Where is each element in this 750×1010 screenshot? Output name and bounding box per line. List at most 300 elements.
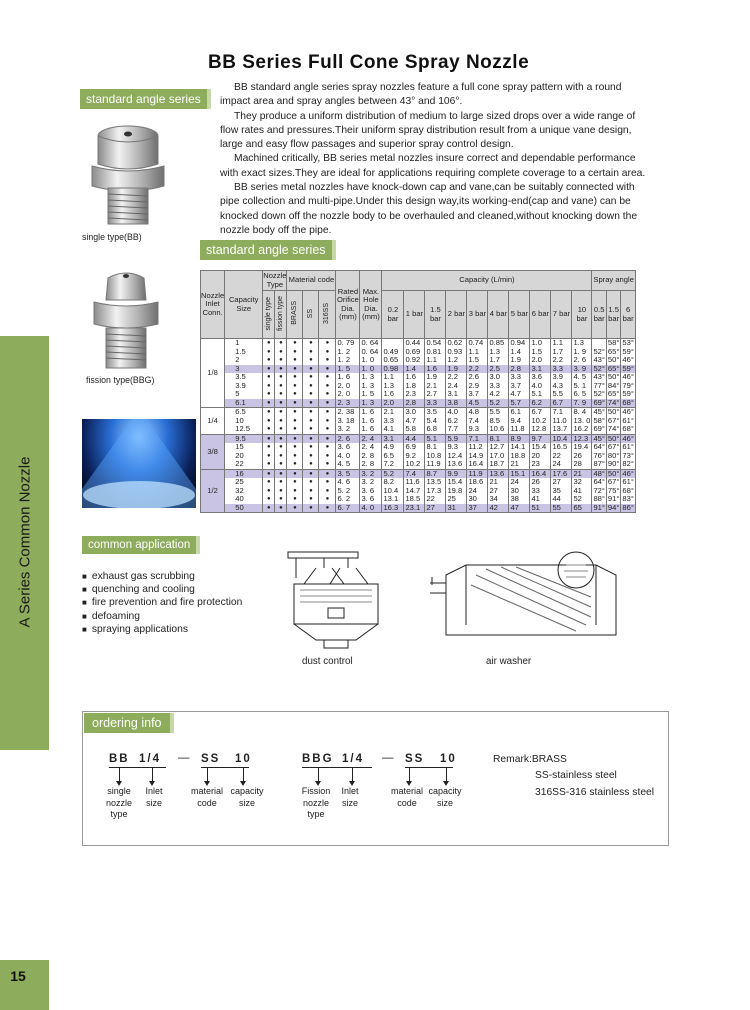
availability-dot: ● [275, 347, 287, 356]
inlet-conn-cell: 3/8 [201, 434, 225, 469]
availability-dot: ● [275, 469, 287, 478]
remark-ss: SS-stainless steel [535, 770, 617, 781]
capacity-cell: 31 [446, 504, 467, 513]
capacity-cell: 0.74 [467, 339, 488, 348]
code1-material: SS [201, 753, 221, 765]
capacity-cell: 20 [530, 452, 551, 461]
spray-angle-cell: 46° [622, 407, 634, 417]
max-hole-cell: 1. 3 [360, 399, 382, 408]
spray-angle-cell: 61° [622, 477, 634, 487]
capacity-cell: 10.8 [425, 452, 446, 461]
capacity-size-cell: 15 [225, 443, 263, 452]
arrow-icon [352, 768, 353, 782]
application-tag: common application [82, 536, 200, 554]
code2-inlet: 1/4 [342, 753, 364, 765]
code2-underline [302, 767, 372, 768]
header-fission-label: fission type [276, 295, 284, 331]
spray-angle-cell: 79° [622, 380, 634, 390]
spray-angle-cell: 73° [622, 450, 634, 460]
availability-dot: ● [303, 373, 319, 382]
capacity-cell: 5. 1 [572, 382, 592, 391]
fission-type-caption: fission type(BBG) [86, 375, 155, 385]
availability-dot: ● [303, 434, 319, 443]
availability-dot: ● [303, 443, 319, 452]
capacity-cell: 6.9 [404, 443, 425, 452]
capacity-cell: 3.0 [404, 408, 425, 417]
application-item: ■ spraying applications [82, 623, 242, 636]
capacity-size-cell: 40 [225, 495, 263, 504]
capacity-cell: 30 [467, 495, 488, 504]
max-hole-cell: 4. 0 [360, 504, 382, 513]
availability-dot: ● [319, 339, 336, 348]
header-ss-label: SS [306, 308, 314, 318]
header-angle-pressure: 1.5 bar [606, 291, 620, 339]
capacity-cell: 5.1 [530, 390, 551, 399]
capacity-cell: 1.7 [551, 347, 572, 356]
capacity-cell: 13.1 [382, 495, 404, 504]
capacity-size-cell: 22 [225, 460, 263, 469]
capacity-cell: 0.98 [382, 365, 404, 374]
capacity-size-cell: 1 [225, 339, 263, 348]
capacity-cell: 27 [551, 478, 572, 487]
availability-dot: ● [287, 478, 303, 487]
max-hole-cell: 2. 4 [360, 443, 382, 452]
capacity-cell: 0.54 [425, 339, 446, 348]
capacity-cell: 5.8 [404, 425, 425, 434]
availability-dot: ● [303, 399, 319, 408]
section-tag: standard angle series [80, 89, 211, 109]
capacity-cell: 16.4 [530, 469, 551, 478]
capacity-cell: 0.94 [509, 339, 530, 348]
header-pressure: 6 bar [530, 291, 551, 339]
capacity-size-cell: 16 [225, 469, 263, 478]
capacity-cell: 6.7 [551, 399, 572, 408]
spray-angle-cell: 67° [607, 442, 620, 452]
availability-dot: ● [263, 434, 275, 443]
capacity-cell: 26 [572, 452, 592, 461]
page-title: BB Series Full Cone Spray Nozzle [208, 52, 530, 73]
capacity-cell: 9.2 [404, 452, 425, 461]
capacity-cell: 3.3 [509, 373, 530, 382]
availability-dot: ● [287, 408, 303, 417]
availability-dot: ● [287, 365, 303, 374]
capacity-cell: 24 [551, 460, 572, 469]
spray-angle-cell: 74° [607, 397, 620, 407]
capacity-cell: 15.1 [509, 469, 530, 478]
capacity-cell: 5.9 [446, 434, 467, 443]
availability-dot: ● [319, 347, 336, 356]
capacity-cell: 3.1 [446, 390, 467, 399]
max-hole-cell: 3. 2 [360, 478, 382, 487]
capacity-cell: 1.3 [572, 339, 592, 348]
max-hole-cell: 2. 8 [360, 460, 382, 469]
spray-angle-cell: 65° [607, 389, 620, 399]
availability-dot: ● [303, 425, 319, 434]
label-capacity: capacity size [428, 786, 462, 808]
header-material: Material code [287, 271, 336, 291]
capacity-cell: 3.7 [509, 382, 530, 391]
capacity-cell: 2.1 [382, 408, 404, 417]
availability-dot: ● [275, 452, 287, 461]
capacity-cell: 27 [425, 504, 446, 513]
capacity-cell: 8.7 [425, 469, 446, 478]
inlet-conn-cell: 1/2 [201, 469, 225, 513]
capacity-cell: 33 [530, 487, 551, 496]
table-row [201, 425, 636, 434]
availability-dot: ● [263, 460, 275, 469]
spray-angle-cell: 46° [622, 468, 634, 478]
capacity-cell: 11.9 [425, 460, 446, 469]
capacity-cell: 8.1 [425, 443, 446, 452]
availability-dot: ● [263, 408, 275, 417]
availability-dot: ● [319, 365, 336, 374]
capacity-cell: 0.85 [488, 339, 509, 348]
header-316ss [319, 291, 336, 339]
capacity-cell: 44 [551, 495, 572, 504]
availability-dot: ● [275, 460, 287, 469]
capacity-cell: 8.2 [382, 478, 404, 487]
capacity-cell: 3.5 [425, 408, 446, 417]
capacity-cell: 55 [551, 504, 572, 513]
capacity-cell: 25 [446, 495, 467, 504]
spray-angle-cell: 83° [622, 494, 634, 504]
capacity-cell: 0.49 [382, 347, 404, 356]
capacity-cell: 8.9 [509, 434, 530, 443]
capacity-size-cell: 25 [225, 478, 263, 487]
label-inlet: Inlet size [341, 786, 359, 808]
spray-angle-cell: 43° [593, 355, 605, 365]
capacity-cell: 0.93 [446, 347, 467, 356]
capacity-cell: 11.0 [551, 417, 572, 426]
spray-angle-cell: 64° [593, 442, 605, 452]
availability-dot: ● [287, 347, 303, 356]
application-item: ■ fire prevention and fire protection [82, 596, 242, 609]
rated-orifice-cell: 1. 2 [336, 347, 360, 356]
ordering-tag: ordering info [84, 713, 174, 733]
capacity-cell: 3.3 [488, 382, 509, 391]
rated-orifice-cell: 2. 3 [336, 399, 360, 408]
max-hole-cell: 1. 0 [360, 365, 382, 374]
capacity-size-cell: 12.5 [225, 425, 263, 434]
availability-dot: ● [287, 356, 303, 365]
label-capacity: capacity size [230, 786, 264, 808]
rated-orifice-cell: 2. 0 [336, 390, 360, 399]
capacity-cell: 5.5 [551, 390, 572, 399]
capacity-size-cell: 3 [225, 365, 263, 374]
availability-dot: ● [303, 365, 319, 374]
max-hole-cell: 3. 6 [360, 487, 382, 496]
capacity-cell: 1.0 [530, 339, 551, 348]
capacity-cell: 5.1 [425, 434, 446, 443]
table-row [201, 390, 636, 399]
capacity-cell: 0.44 [404, 339, 425, 348]
capacity-cell: 2. 6 [572, 356, 592, 365]
intro-paragraph: BB series metal nozzles have knock-down cap and vane,can be suitably connected with pipe collection and multi-pipe.Under this design way,its working-end(cap and vane) can be knocked down off the nozzle body to be overhauled and cleaned,without knocking down the nozzle body off the pipe. [220, 182, 638, 236]
capacity-cell: 1.6 [404, 373, 425, 382]
availability-dot: ● [263, 417, 275, 426]
availability-dot: ● [275, 434, 287, 443]
capacity-cell: 42 [488, 504, 509, 513]
header-pressure: 1 bar [404, 291, 425, 339]
capacity-cell: 47 [509, 504, 530, 513]
table-row [201, 356, 636, 365]
capacity-cell: 21 [572, 469, 592, 478]
application-item: ■ quenching and cooling [82, 583, 242, 596]
code2-type: BBG [302, 753, 334, 765]
spray-angle-cell: 87° [593, 459, 605, 469]
capacity-cell: 10.2 [404, 460, 425, 469]
capacity-cell: 2.0 [382, 399, 404, 408]
spray-angle-cell: 50° [607, 468, 620, 478]
single-nozzle-image [88, 124, 170, 228]
spray-angle-cell: 74° [607, 424, 620, 434]
table-row [201, 373, 636, 382]
spray-angle-cell: 58° [607, 338, 620, 347]
capacity-cell: 3. 9 [572, 365, 592, 374]
capacity-cell: 51 [530, 504, 551, 513]
header-pressure: 0.2 bar [382, 291, 404, 339]
capacity-cell: 11.9 [467, 469, 488, 478]
capacity-cell: 21 [488, 478, 509, 487]
rated-orifice-cell: 1. 2 [336, 356, 360, 365]
capacity-cell: 2.7 [425, 390, 446, 399]
capacity-cell: 1.4 [404, 365, 425, 374]
capacity-cell: 18.7 [488, 460, 509, 469]
capacity-size-cell: 2 [225, 356, 263, 365]
capacity-cell: 2.2 [446, 373, 467, 382]
application-item: ■ defoaming [82, 610, 242, 623]
capacity-cell: 3.6 [530, 373, 551, 382]
availability-dot: ● [287, 452, 303, 461]
spray-angle-cell: 67° [607, 477, 620, 487]
remark-316ss: 316SS-316 stainless steel [535, 787, 655, 798]
availability-dot: ● [275, 504, 287, 513]
capacity-cell: 1.2 [446, 356, 467, 365]
max-hole-cell: 1. 3 [360, 382, 382, 391]
capacity-cell: 2.4 [446, 382, 467, 391]
capacity-cell: 2.8 [404, 399, 425, 408]
spray-angle-cell: 50° [607, 433, 620, 443]
capacity-cell: 7.1 [467, 434, 488, 443]
capacity-cell: 18.5 [404, 495, 425, 504]
spray-angle-cell: 80° [607, 450, 620, 460]
capacity-cell: 1.9 [446, 365, 467, 374]
availability-dot: ● [275, 487, 287, 496]
spray-angle-cell: 84° [607, 380, 620, 390]
capacity-cell: 9.4 [509, 417, 530, 426]
intro-paragraph: BB standard angle series spray nozzles feature a full cone spray pattern with a round impact area and spray angles between 43° and 106°. [220, 82, 622, 108]
availability-dot: ● [287, 443, 303, 452]
capacity-cell: 4.7 [404, 417, 425, 426]
spray-angle-cell: 68° [622, 485, 634, 495]
dust-control-diagram [286, 548, 386, 650]
availability-dot: ● [275, 495, 287, 504]
capacity-cell: 0.81 [425, 347, 446, 356]
spray-angle-cell: 68° [622, 397, 634, 407]
capacity-cell: 2.3 [404, 390, 425, 399]
capacity-cell: 41 [530, 495, 551, 504]
header-angle-pressure: 0.5 bar [592, 291, 606, 339]
capacity-cell: 7. 9 [572, 399, 592, 408]
capacity-cell: 4.4 [404, 434, 425, 443]
spray-angle-cell: 64° [593, 477, 605, 487]
availability-dot: ● [319, 425, 336, 434]
availability-dot: ● [275, 408, 287, 417]
capacity-cell: 12.7 [488, 443, 509, 452]
capacity-cell: 1.8 [404, 382, 425, 391]
capacity-cell: 1.5 [530, 347, 551, 356]
spray-angle-cell: 72° [593, 485, 605, 495]
arrow-icon [152, 768, 153, 782]
capacity-cell: 4.8 [467, 408, 488, 417]
availability-dot: ● [287, 495, 303, 504]
spray-angle-cell: 67° [607, 415, 620, 425]
spray-angle-cell: 45° [593, 433, 605, 443]
capacity-cell: 4.2 [488, 390, 509, 399]
header-single-label: single type [264, 296, 272, 331]
table-tag: standard angle series [200, 240, 336, 260]
capacity-cell: 6.1 [509, 408, 530, 417]
capacity-cell: 34 [488, 495, 509, 504]
availability-dot: ● [303, 452, 319, 461]
spray-angle-cell: 65° [607, 363, 620, 373]
availability-dot: ● [263, 452, 275, 461]
header-nozzle-type: Nozzle Type [263, 271, 287, 289]
availability-dot: ● [275, 356, 287, 365]
availability-dot: ● [303, 356, 319, 365]
capacity-cell: 12.4 [446, 452, 467, 461]
spray-angle-cell: 59° [622, 363, 634, 373]
spray-angle-cell: 61° [622, 415, 634, 425]
capacity-cell: 18.6 [467, 478, 488, 487]
capacity-cell: 4.5 [467, 399, 488, 408]
header-conn: Nozzle Inlet Conn. [201, 271, 225, 339]
availability-dot: ● [319, 434, 336, 443]
availability-dot: ● [263, 425, 275, 434]
capacity-cell: 14.1 [509, 443, 530, 452]
availability-dot: ● [303, 417, 319, 426]
capacity-cell: 7.4 [404, 469, 425, 478]
max-hole-cell: 1. 6 [360, 408, 382, 417]
spray-angle-cell: 88° [593, 494, 605, 504]
capacity-cell: 5.2 [488, 399, 509, 408]
capacity-cell: 9.7 [530, 434, 551, 443]
arrow-icon [409, 768, 410, 782]
capacity-cell: 1.1 [382, 373, 404, 382]
header-pressure: 4 bar [488, 291, 509, 339]
capacity-cell: 0.62 [446, 339, 467, 348]
header-ss [303, 291, 319, 339]
header-rated: Rated Orifice Dia. (mm) [336, 271, 360, 339]
capacity-cell: 1.5 [467, 356, 488, 365]
availability-dot: ● [275, 399, 287, 408]
capacity-cell: 4.7 [509, 390, 530, 399]
capacity-cell: 1.7 [488, 356, 509, 365]
rated-orifice-cell: 6. 7 [336, 504, 360, 513]
capacity-cell: 4.9 [382, 443, 404, 452]
dust-control-label: dust control [302, 656, 353, 667]
availability-dot: ● [319, 399, 336, 408]
capacity-size-cell: 20 [225, 452, 263, 461]
capacity-cell: 65 [572, 504, 592, 513]
capacity-cell: 7.1 [551, 408, 572, 417]
header-pressure: 2 bar [446, 291, 467, 339]
capacity-cell: 13.6 [488, 469, 509, 478]
spray-angle-cell: 52° [593, 389, 605, 399]
capacity-cell: 10.4 [551, 434, 572, 443]
max-hole-cell: 1. 6 [360, 417, 382, 426]
capacity-cell: 9.3 [446, 443, 467, 452]
code1-underline [109, 767, 166, 768]
header-maxhole: Max. Hole Dia. (mm) [360, 271, 382, 339]
spray-angle-cell: 75° [607, 485, 620, 495]
rated-orifice-cell: 0. 79 [336, 339, 360, 348]
capacity-cell: 0.69 [404, 347, 425, 356]
availability-dot: ● [263, 390, 275, 399]
capacity-size-cell: 3.5 [225, 373, 263, 382]
availability-dot: ● [263, 478, 275, 487]
intro-paragraph: They produce a uniform distribution of medium to large sized drops over a wide range of flow rates and pressures.Their uniform spray distribution result from a unique vane design, large and easy flow passages and superior spray control design. [220, 110, 636, 151]
code2-separator: — [382, 752, 396, 764]
availability-dot: ● [263, 347, 275, 356]
capacity-size-cell: 6.1 [225, 399, 263, 408]
availability-dot: ● [287, 469, 303, 478]
header-316ss-label: 316SS [323, 302, 331, 324]
spray-angle-cell: 46° [622, 372, 634, 382]
header-brass [287, 291, 303, 339]
inlet-conn-cell: 1/4 [201, 408, 225, 434]
availability-dot: ● [303, 487, 319, 496]
capacity-cell: 3.3 [382, 417, 404, 426]
availability-dot: ● [303, 460, 319, 469]
capacity-cell: 9.3 [467, 425, 488, 434]
header-fission [275, 291, 287, 339]
spray-angle-cell: 59° [622, 389, 634, 399]
capacity-cell: 0.92 [404, 356, 425, 365]
capacity-cell: 2.5 [488, 365, 509, 374]
capacity-cell: 24 [509, 478, 530, 487]
availability-dot: ● [319, 460, 336, 469]
availability-dot: ● [263, 504, 275, 513]
rated-orifice-cell: 3. 2 [336, 425, 360, 434]
max-hole-cell: 0. 64 [360, 347, 382, 356]
availability-dot: ● [319, 495, 336, 504]
availability-dot: ● [263, 495, 275, 504]
availability-dot: ● [275, 365, 287, 374]
capacity-cell: 52 [572, 495, 592, 504]
availability-dot: ● [275, 417, 287, 426]
capacity-cell: 2.2 [551, 356, 572, 365]
availability-dot: ● [319, 452, 336, 461]
table-row [201, 382, 636, 391]
capacity-cell: 6.7 [530, 408, 551, 417]
rated-orifice-cell: 2. 6 [336, 434, 360, 443]
capacity-cell: 3.1 [382, 434, 404, 443]
code2-capacity: 10 [440, 753, 457, 765]
header-spray-angle: Spray angle [592, 271, 635, 291]
rated-orifice-cell: 3. 6 [336, 443, 360, 452]
label-material: material code [390, 786, 423, 808]
capacity-cell: 2.1 [425, 382, 446, 391]
capacity-cell: 6.5 [382, 452, 404, 461]
availability-dot: ● [275, 339, 287, 348]
label-type: Fission nozzle type [301, 786, 331, 819]
code1-separator: — [178, 752, 192, 764]
capacity-cell: 3.9 [551, 373, 572, 382]
capacity-cell: 17.3 [425, 487, 446, 496]
spray-angle-cell: 46° [622, 355, 634, 365]
capacity-cell: 2.2 [467, 365, 488, 374]
